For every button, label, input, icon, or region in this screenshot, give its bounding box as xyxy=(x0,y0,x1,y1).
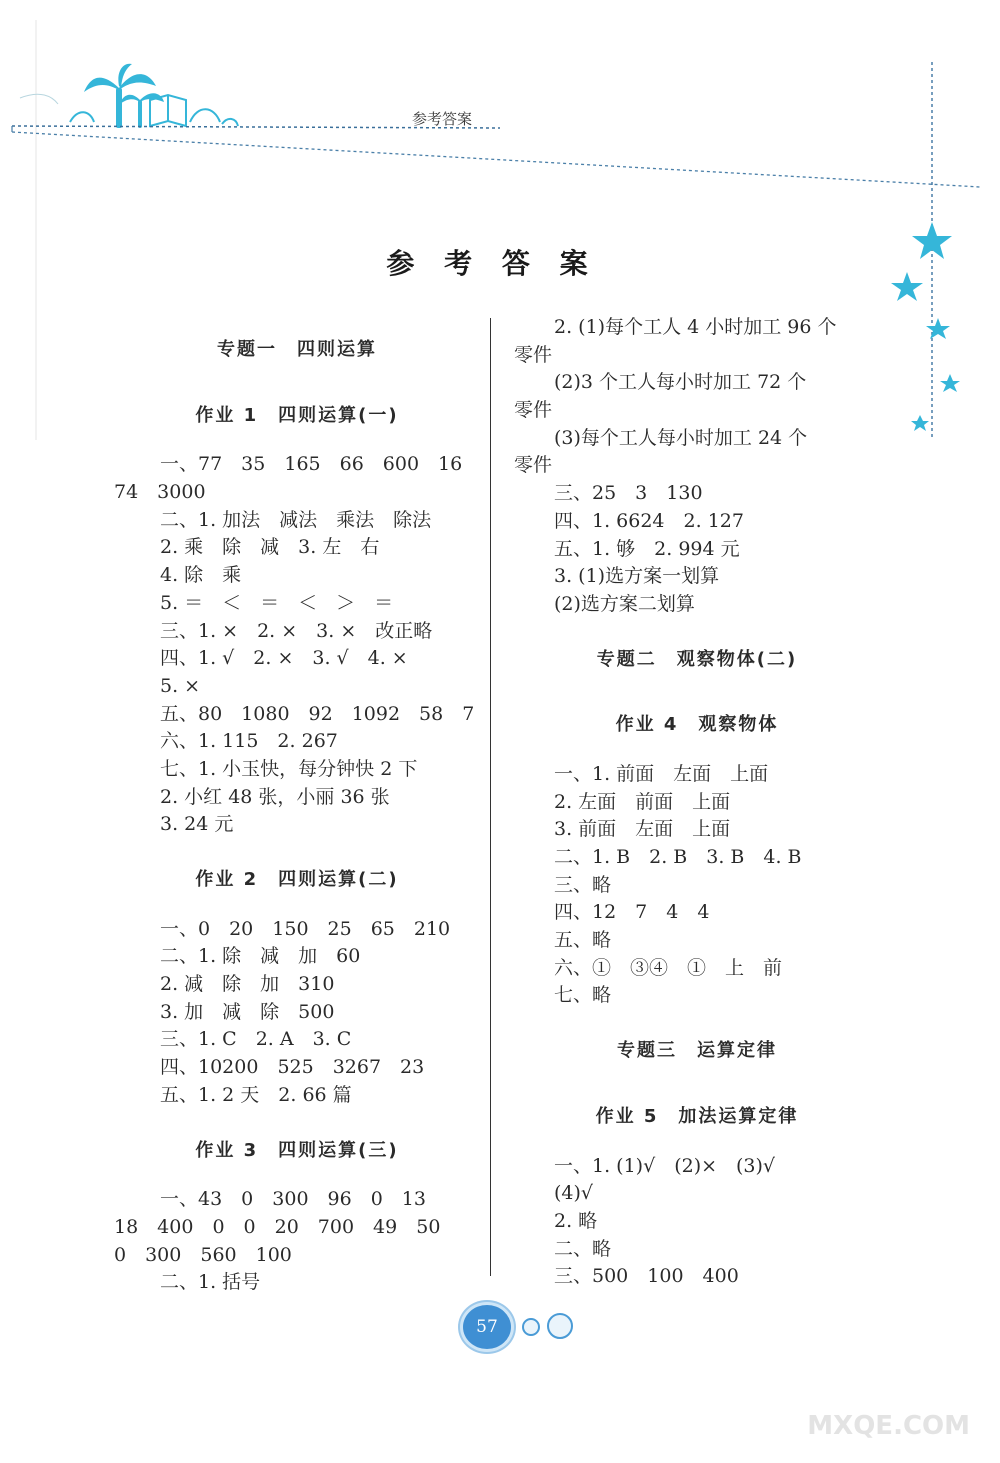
answer-line: 六、① ③④ ① 上 前 xyxy=(554,956,783,979)
spacer xyxy=(514,1131,880,1153)
section-heading: 专题三 运算定律 xyxy=(617,1040,777,1062)
page-title: 参 考 答 案 xyxy=(386,247,598,280)
answer-line: 2. 小红 48 张，小丽 36 张 xyxy=(160,785,390,808)
section-heading: 作业 3 四则运算(三) xyxy=(195,1139,399,1161)
answer-line: 四、1. 6624 2. 127 xyxy=(554,509,744,532)
answer-line: 0 300 560 100 xyxy=(114,1243,292,1266)
header-label: 参考答案 xyxy=(412,110,473,128)
column-divider xyxy=(490,318,491,1276)
answer-line: (3)每个工人每小时加工 24 个 xyxy=(554,426,808,449)
section-heading: 作业 5 加法运算定律 xyxy=(595,1105,799,1127)
wave-icon xyxy=(70,109,238,126)
section-heading: 专题一 四则运算 xyxy=(217,339,377,360)
answer-line: 四、1. √ 2. × 3. √ 4. × xyxy=(160,647,408,670)
answer-line: 零件 xyxy=(514,399,553,422)
answer-line: 一、1. 前面 左面 上面 xyxy=(554,762,769,785)
answer-line: (4)√ xyxy=(554,1182,594,1205)
answer-line: 一、77 35 165 66 600 16 xyxy=(160,453,463,476)
spacer xyxy=(514,619,880,646)
answer-line: 18 400 0 0 20 700 49 50 xyxy=(114,1215,441,1238)
answer-line: 3. 24 元 xyxy=(160,813,234,836)
answer-line: 2. 左面 前面 上面 xyxy=(554,790,731,813)
page-number: 57 xyxy=(463,1305,511,1349)
answer-line: 二、1. 加法 减法 乘法 除法 xyxy=(160,508,432,531)
answer-line: 三、500 100 400 xyxy=(554,1265,739,1288)
star-icon xyxy=(940,374,960,392)
answer-line: 二、1. 括号 xyxy=(160,1271,261,1294)
spacer xyxy=(514,1010,880,1037)
answer-line: 五、1. 够 2. 994 元 xyxy=(554,537,740,560)
answer-line: 2. 减 除 加 310 xyxy=(160,973,335,996)
palm-tree-icon xyxy=(84,64,164,128)
left-column xyxy=(114,336,480,1297)
spacer xyxy=(114,1110,480,1137)
answer-line: 4. 除 乘 xyxy=(160,564,242,587)
watermark: MXQE.COM xyxy=(807,1411,970,1441)
answer-line: 3. 前面 左面 上面 xyxy=(554,818,731,841)
answer-line: 五、1. 2 天 2. 66 篇 xyxy=(160,1083,352,1106)
book-icon xyxy=(150,95,186,126)
spacer xyxy=(514,673,880,711)
spacer xyxy=(514,739,880,761)
answer-line: 三、略 xyxy=(554,873,612,896)
answer-line: 二、1. 除 减 加 60 xyxy=(160,945,361,968)
answer-line: 五、80 1080 92 1092 58 7 xyxy=(160,702,475,725)
answer-line: 六、1. 115 2. 267 xyxy=(160,730,338,753)
spacer xyxy=(514,1065,880,1103)
section-heading: 作业 2 四则运算(二) xyxy=(195,869,399,890)
answer-line: 2. 乘 除 减 3. 左 右 xyxy=(160,536,380,559)
answer-line: 七、1. 小玉快，每分钟快 2 下 xyxy=(160,757,418,780)
section-heading: 作业 4 观察物体 xyxy=(615,714,779,736)
answer-line: (2)选方案二划算 xyxy=(554,592,695,615)
spacer xyxy=(114,839,480,866)
answer-line: 二、略 xyxy=(554,1237,612,1260)
answer-line: 五、略 xyxy=(554,929,612,952)
answer-line: 四、10200 525 3267 23 xyxy=(160,1056,425,1079)
star-icon xyxy=(926,318,950,339)
answer-line: 一、0 20 150 25 65 210 xyxy=(160,917,451,940)
right-column xyxy=(514,314,880,1291)
answer-line: 二、1. B 2. B 3. B 4. B xyxy=(554,846,802,868)
answer-line: 74 3000 xyxy=(114,481,206,504)
answer-line: 一、43 0 300 96 0 13 xyxy=(160,1188,426,1211)
answer-line: (2)3 个工人每小时加工 72 个 xyxy=(554,371,807,394)
answer-line: 三、1. × 2. × 3. × 改正略 xyxy=(160,619,433,642)
answer-line: 一、1. (1)√ (2)× (3)√ xyxy=(554,1154,776,1177)
answer-line: 3. 加 减 除 500 xyxy=(160,1000,335,1023)
circle-icon xyxy=(547,1313,573,1339)
section-heading: 专题二 观察物体(二) xyxy=(596,648,798,670)
answer-line: 三、25 3 130 xyxy=(554,482,703,505)
answer-line: 5. ＝ ＜ ＝ ＜ ＞ ＝ xyxy=(160,591,394,614)
answer-line: 三、1. C 2. A 3. C xyxy=(160,1028,352,1051)
spacer xyxy=(114,894,480,916)
answer-line: 零件 xyxy=(514,454,553,477)
spacer xyxy=(114,1164,480,1186)
answer-line: 5. × xyxy=(160,674,201,697)
answer-line: 2. 略 xyxy=(554,1209,598,1232)
star-icon xyxy=(911,415,929,431)
answer-line: 四、12 7 4 4 xyxy=(554,901,710,924)
section-heading: 作业 1 四则运算(一) xyxy=(195,404,399,426)
spacer xyxy=(114,429,480,451)
spacer xyxy=(114,364,480,402)
answer-line: 七、略 xyxy=(554,984,612,1007)
answer-line: 2. (1)每个工人 4 小时加工 96 个 xyxy=(554,316,837,338)
circle-icon xyxy=(522,1318,540,1336)
answer-line: 零件 xyxy=(514,343,553,366)
answer-line: 3. (1)选方案一划算 xyxy=(554,565,720,588)
